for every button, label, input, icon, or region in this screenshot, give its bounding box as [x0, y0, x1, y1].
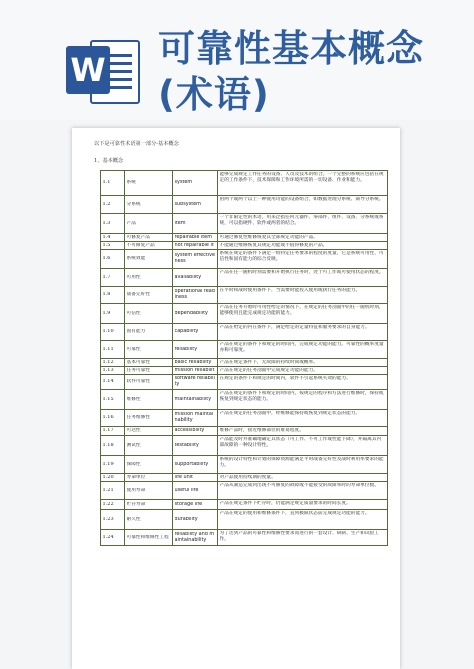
- term-english: dependability: [173, 304, 218, 324]
- term-chinese: 可修复产品: [125, 234, 173, 242]
- term-number: 1.3: [101, 214, 125, 234]
- term-chinese: 产品: [125, 214, 173, 234]
- term-chinese: 可达性: [125, 427, 173, 436]
- term-chinese: 不可修复产品: [125, 242, 173, 250]
- banner: [0, 0, 474, 120]
- term-chinese: 任务可靠性: [125, 367, 173, 375]
- table-row: [101, 341, 388, 359]
- table-row: [101, 500, 388, 510]
- term-definition: 由两个或两个以上一种使用功能的设备组合，如数据处理分系统、制导分系统。: [218, 196, 388, 214]
- term-english: capability: [173, 324, 218, 341]
- term-definition: 产品在规定的任务剖面中，经维修能保持或恢复到规定状态的能力。: [218, 410, 388, 427]
- term-number: 1.17: [101, 427, 125, 436]
- table-row: [101, 196, 388, 214]
- term-english: repairable item: [173, 234, 218, 242]
- table-row: [101, 510, 388, 530]
- term-chinese: 寿命单位: [125, 474, 173, 482]
- term-definition: 产品在规定的任务剖面中完成规定功能的能力。: [218, 367, 388, 375]
- term-english: mission reliabilit: [173, 367, 218, 375]
- term-chinese: 软件可靠性: [125, 375, 173, 390]
- term-number: 1.13: [101, 367, 125, 375]
- section-heading: 1、基本概念: [94, 158, 124, 164]
- term-number: 1.10: [101, 324, 125, 341]
- term-number: 1.22: [101, 500, 125, 510]
- table-row: [101, 324, 388, 341]
- term-chinese: 基本可靠性: [125, 359, 173, 367]
- term-number: 1.23: [101, 510, 125, 530]
- term-definition: 系统的设计特性和计划的保障资源能满足平时战备完好性及战时利用率要求的能力。: [218, 456, 388, 474]
- term-definition: 能够完成规定工作任务的设备、人员及技术的组合。一个完整的系统应包括在规定的工作条件下，技术保障和工作环境所需的一切设备、作业和能力。: [218, 171, 388, 196]
- term-number: 1.7: [101, 269, 125, 287]
- term-english: operational readiness: [173, 287, 218, 304]
- term-definition: 产品在规定条件下贮存时，仍能满足规定质量要求的时间长度。: [218, 500, 388, 510]
- term-definition: 对产品使用持续期的度量。: [218, 474, 388, 482]
- term-chinese: 可靠性和维修性工程: [125, 530, 173, 546]
- term-number: 1.12: [101, 359, 125, 367]
- term-english: mission maintainability: [173, 410, 218, 427]
- term-number: 1.11: [101, 341, 125, 359]
- table-row: [101, 456, 388, 474]
- term-english: testability: [173, 436, 218, 456]
- term-definition: 产品在给定的内在条件下，满足给定的定量特征和服务要求的自身能力。: [218, 324, 388, 341]
- table-row: [101, 474, 388, 482]
- term-number: 1.21: [101, 482, 125, 500]
- term-definition: 在平时和战时使用条件下，当需要时能投入使用或执行任务的能力。: [218, 287, 388, 304]
- term-chinese: 维修性: [125, 390, 173, 410]
- page-title: 可靠性基本概念(术语): [158, 27, 424, 116]
- term-number: 1.19: [101, 456, 125, 474]
- table-row: [101, 250, 388, 269]
- term-definition: 产品能及时并准确地确定其状态（可工作、不可工作或性能下降），并隔离其内部故障的一种设计特性。: [218, 436, 388, 456]
- term-english: useful life: [173, 482, 218, 500]
- term-definition: 产品在规定的使用和维修条件下，直到极限状态前完成规定功能的能力。: [218, 510, 388, 530]
- term-number: 1.4: [101, 234, 125, 242]
- term-definition: 一个非限定性的术语，用来泛指任何元器件、零部件、组件、设备、分系统或系统，可以指硬件、软件或两者的结合。: [218, 214, 388, 234]
- table-row: [101, 530, 388, 546]
- term-number: 1.9: [101, 304, 125, 324]
- term-chinese: 耐久性: [125, 510, 173, 530]
- word-icon: [66, 38, 138, 104]
- term-english: durability: [173, 510, 218, 530]
- term-definition: 产品在规定的条件下和规定的时间内，按规定的程序和方法进行维修时，保持或恢复到规定状态的能力。: [218, 390, 388, 410]
- term-english: accessibility: [173, 427, 218, 436]
- term-number: 1.5: [101, 242, 125, 250]
- table-row: [101, 390, 388, 410]
- term-english: system: [173, 171, 218, 196]
- terms-table: [100, 170, 388, 546]
- term-number: 1.16: [101, 410, 125, 427]
- term-english: storage life: [173, 500, 218, 510]
- table-row: [101, 367, 388, 375]
- term-chinese: 战备完好性: [125, 287, 173, 304]
- term-english: subsystem: [173, 196, 218, 214]
- term-number: 1.24: [101, 530, 125, 546]
- term-english: not repairable it: [173, 242, 218, 250]
- term-chinese: 任务维修性: [125, 410, 173, 427]
- term-definition: 产品从制造完成到出现不可修复的故障或不能接受的故障率时的寿命单位数。: [218, 482, 388, 500]
- term-chinese: 分系统: [125, 196, 173, 214]
- table-row: [101, 427, 388, 436]
- table-row: [101, 436, 388, 456]
- word-letter: W: [66, 46, 110, 94]
- term-definition: 维修产品时，接近维修部位的难易程度。: [218, 427, 388, 436]
- term-english: supportability: [173, 456, 218, 474]
- term-definition: 系统在规定的条件下满足一组特定任务要求的程度的度量，它是系统可用性、可信性和固有能力的综合反映。: [218, 250, 388, 269]
- document-intro: 以下是可靠性术语第一部分-基本概念: [94, 141, 179, 147]
- term-chinese: 系统: [125, 171, 173, 196]
- term-definition: 在规定的条件下和规定的时间内，软件不引起系统失效的能力。: [218, 375, 388, 390]
- term-chinese: 保障性: [125, 456, 173, 474]
- term-english: basic reliability: [173, 359, 218, 367]
- term-definition: 产品在任务开始时可用性给定的情况下，在规定的任务剖面中的任一随机时刻，能够使用且能完成规定功能的能力。: [218, 304, 388, 324]
- term-english: item: [173, 214, 218, 234]
- term-chinese: 可靠性: [125, 341, 173, 359]
- term-english: life unit: [173, 474, 218, 482]
- term-number: 1.14: [101, 375, 125, 390]
- document-preview: [72, 128, 400, 669]
- term-number: 1.8: [101, 287, 125, 304]
- term-chinese: 可用性: [125, 269, 173, 287]
- term-english: reliability: [173, 341, 218, 359]
- term-chinese: 系统效能: [125, 250, 173, 269]
- table-row: [101, 359, 388, 367]
- term-english: software reliability: [173, 375, 218, 390]
- term-chinese: 使用寿命: [125, 482, 173, 500]
- table-row: [101, 304, 388, 324]
- term-chinese: 可信性: [125, 304, 173, 324]
- term-number: 1.6: [101, 250, 125, 269]
- term-definition: 不能通过维修恢复其规定功能或不值得修复的产品。: [218, 242, 388, 250]
- term-number: 1.18: [101, 436, 125, 456]
- term-number: 1.2: [101, 196, 125, 214]
- table-row: [101, 482, 388, 500]
- table-row: [101, 171, 388, 196]
- table-row: [101, 410, 388, 427]
- table-row: [101, 287, 388, 304]
- table-row: [101, 234, 388, 242]
- term-definition: 为了达到产品的可靠性和维修性要求而进行的一套设计、研制、生产和试验工作。: [218, 530, 388, 546]
- term-number: 1.20: [101, 474, 125, 482]
- term-number: 1.15: [101, 390, 125, 410]
- table-row: [101, 242, 388, 250]
- term-definition: 可通过修复性维修恢复其全部规定功能的产品。: [218, 234, 388, 242]
- table-row: [101, 269, 388, 287]
- term-english: reliability and maintainability: [173, 530, 218, 546]
- term-chinese: 测试性: [125, 436, 173, 456]
- term-chinese: 贮存寿命: [125, 500, 173, 510]
- term-english: system effectiveness: [173, 250, 218, 269]
- term-definition: 产品在规定条件下，无故障的持续时间或概率。: [218, 359, 388, 367]
- term-english: maintainability: [173, 390, 218, 410]
- table-row: [101, 375, 388, 390]
- term-number: 1.1: [101, 171, 125, 196]
- term-chinese: 固有能力: [125, 324, 173, 341]
- term-definition: 产品在任一随机时刻需要和开始执行任务时，处于可工作或可使用状态的程度。: [218, 269, 388, 287]
- table-row: [101, 214, 388, 234]
- term-english: availability: [173, 269, 218, 287]
- term-definition: 产品在规定的条件下和规定的时间内，完成规定功能的能力。可靠性的概率度量亦称可靠度。: [218, 341, 388, 359]
